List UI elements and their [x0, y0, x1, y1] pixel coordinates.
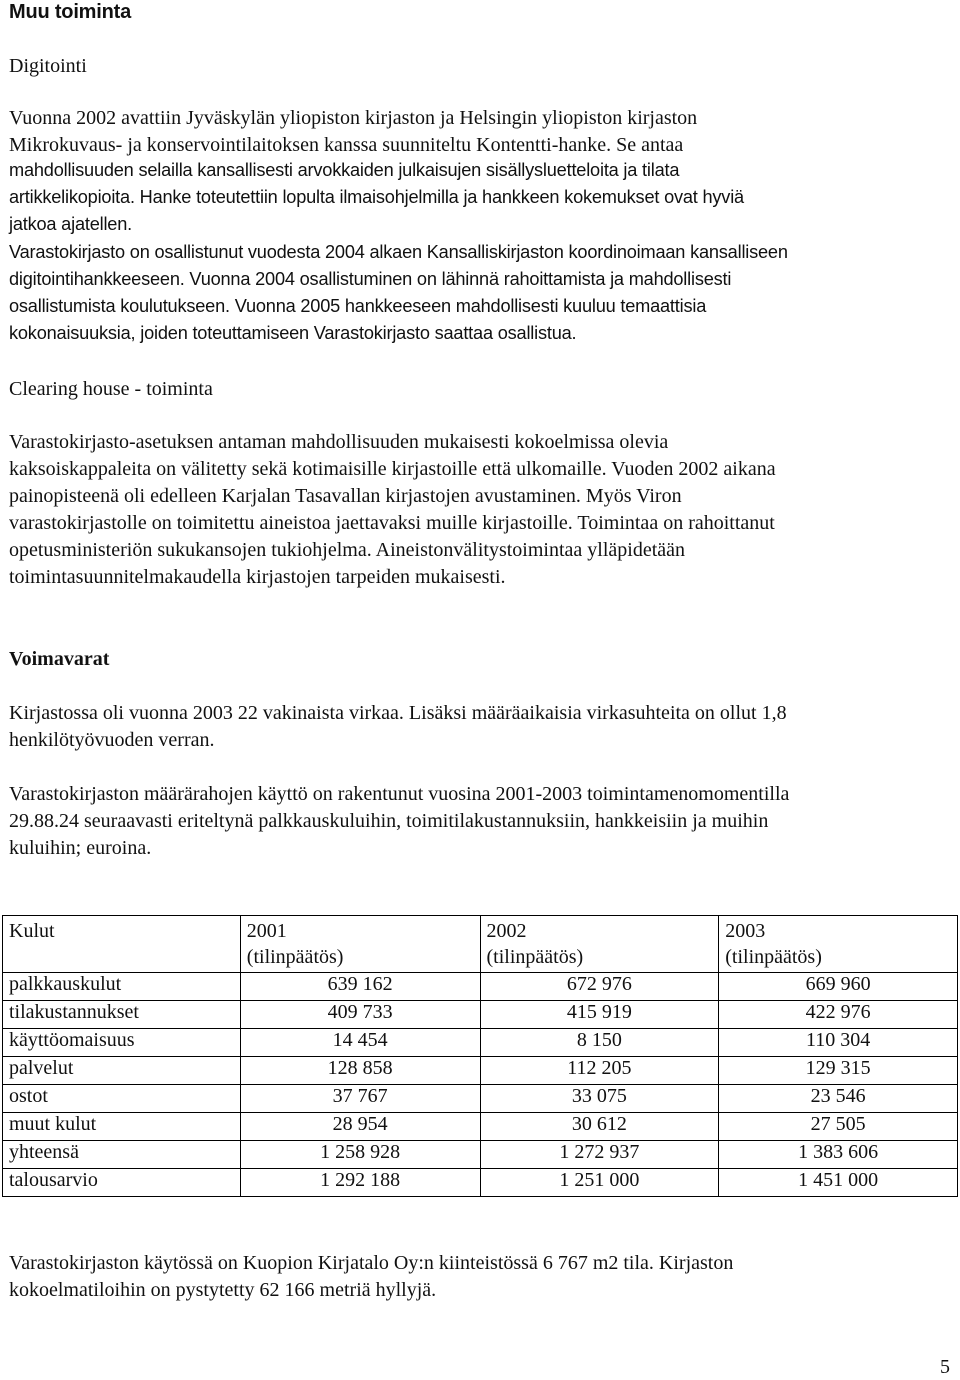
cell-2003: 129 315 — [719, 1057, 958, 1085]
cell-2003: 110 304 — [719, 1029, 958, 1057]
header-note: (tilinpäätös) — [486, 946, 584, 968]
text-line: Kirjastossa oli vuonna 2003 22 vakinaista virkaa. Lisäksi määräaikaisia virkasuhteita on ollut 1,8 — [9, 702, 787, 724]
row-label: käyttöomaisuus — [3, 1029, 241, 1057]
heading-digitointi: Digitointi — [9, 55, 87, 77]
header-year: 2001 — [246, 920, 287, 942]
table-row — [3, 1057, 958, 1085]
row-label: tilakustannukset — [3, 1001, 241, 1029]
text-line: mahdollisuuden selailla kansallisesti arvokkaiden julkaisujen sisällysluetteloita ja tilata — [9, 160, 680, 180]
cell-2002: 8 150 — [480, 1029, 719, 1057]
row-label: talousarvio — [3, 1169, 241, 1197]
cell-2001: 1 292 188 — [240, 1169, 480, 1197]
cell-2001: 639 162 — [240, 973, 480, 1001]
header-2002 — [480, 916, 719, 973]
text-line: Vuonna 2002 avattiin Jyväskylän yliopiston kirjaston ja Helsingin yliopiston kirjaston — [9, 107, 698, 129]
cell-2001: 28 954 — [240, 1113, 480, 1141]
header-kulut — [3, 916, 241, 973]
cell-2002: 112 205 — [480, 1057, 719, 1085]
row-label: palkkauskulut — [3, 973, 241, 1001]
text-line: henkilötyövuoden verran. — [9, 729, 215, 751]
text-line: kokonaisuuksia, joiden toteuttamiseen Varastokirjasto saattaa osallistua. — [9, 323, 577, 343]
cell-2001: 128 858 — [240, 1057, 480, 1085]
header-2001 — [240, 916, 480, 973]
row-label: muut kulut — [3, 1113, 241, 1141]
text-line: painopisteenä oli edelleen Karjalan Tasavallan kirjastojen avustaminen. Myös Viron — [9, 485, 682, 507]
heading-clearing-house: Clearing house - toiminta — [9, 378, 213, 400]
cell-2003: 669 960 — [719, 973, 958, 1001]
heading-voimavarat: Voimavarat — [9, 648, 110, 670]
table-row — [3, 1085, 958, 1113]
text-line: varastokirjastolle on toimitettu aineistoa jaettavaksi muille kirjastoille. Toimintaa on rahoittanut — [9, 512, 775, 534]
text-line: toimintasuunnitelmakaudella kirjastojen tarpeiden mukaisesti. — [9, 566, 506, 588]
text-line: Mikrokuvaus- ja konservointilaitoksen kanssa suunniteltu Kontentti-hanke. Se antaa — [9, 134, 684, 156]
table-row — [3, 1001, 958, 1029]
cell-2002: 30 612 — [480, 1113, 719, 1141]
cell-2002: 1 272 937 — [480, 1141, 719, 1169]
cell-2001: 14 454 — [240, 1029, 480, 1057]
table-row — [3, 1113, 958, 1141]
text-line: jatkoa ajatellen. — [9, 214, 132, 234]
text-line: opetusministeriön sukukansojen tukiohjelma. Aineistonvälitystoimintaa ylläpidetään — [9, 539, 686, 561]
text-line: kuluihin; euroina. — [9, 837, 152, 859]
cell-2001: 409 733 — [240, 1001, 480, 1029]
text-line: Varastokirjaston käytössä on Kuopion Kirjatalo Oy:n kiinteistössä 6 767 m2 tila. Kirjaston — [9, 1252, 734, 1274]
cell-2002: 672 976 — [480, 973, 719, 1001]
text-line: artikkelikopioita. Hanke toteutettiin lopulta ilmaisohjelmilla ja hankkeen kokemukset ovat hyviä — [9, 187, 744, 207]
heading-muu-toiminta: Muu toiminta — [9, 1, 132, 23]
header-note: (tilinpäätös) — [246, 946, 344, 968]
text-line: Varastokirjaston määrärahojen käyttö on rakentunut vuosina 2001-2003 toimintamenomomentilla — [9, 783, 790, 805]
header-year: 2003 — [725, 920, 766, 942]
row-label: palvelut — [3, 1057, 241, 1085]
table-row — [3, 1141, 958, 1169]
header-2003 — [719, 916, 958, 973]
kulut-table — [2, 915, 958, 1197]
text-line: kaksoiskappaleita on välitetty sekä kotimaisille kirjastoille että ulkomaille. Vuoden 2002 aikana — [9, 458, 776, 480]
cell-2003: 422 976 — [719, 1001, 958, 1029]
table-header-row — [3, 916, 958, 973]
table-row — [3, 1169, 958, 1197]
cell-2003: 27 505 — [719, 1113, 958, 1141]
cell-2003: 1 451 000 — [719, 1169, 958, 1197]
text-line: 29.88.24 seuraavasti eriteltynä palkkauskuluihin, toimitilakustannuksiin, hankkeisiin ja muihin — [9, 810, 769, 832]
text-line: osallistumista koulutukseen. Vuonna 2005 hankkeeseen mahdollisesti kuuluu temaattisia — [9, 296, 707, 316]
header-year: 2002 — [486, 920, 527, 942]
cell-2002: 415 919 — [480, 1001, 719, 1029]
text-line: kokoelmatiloihin on pystytetty 62 166 metriä hyllyjä. — [9, 1279, 437, 1301]
table-row — [3, 1029, 958, 1057]
header-note: (tilinpäätös) — [725, 946, 822, 968]
cell-2001: 37 767 — [240, 1085, 480, 1113]
page-number: 5 — [940, 1356, 950, 1378]
cell-2002: 33 075 — [480, 1085, 719, 1113]
cell-2002: 1 251 000 — [480, 1169, 719, 1197]
header-label: Kulut — [9, 920, 55, 942]
cell-2001: 1 258 928 — [240, 1141, 480, 1169]
cell-2003: 23 546 — [719, 1085, 958, 1113]
row-label: yhteensä — [3, 1141, 241, 1169]
cell-2003: 1 383 606 — [719, 1141, 958, 1169]
text-line: digitointihankkeeseen. Vuonna 2004 osallistuminen on lähinnä rahoittamista ja mahdollisesti — [9, 269, 732, 289]
text-line: Varastokirjasto-asetuksen antaman mahdollisuuden mukaisesti kokoelmissa olevia — [9, 431, 669, 453]
text-line: Varastokirjasto on osallistunut vuodesta 2004 alkaen Kansalliskirjaston koordinoimaan kansalliseen — [9, 242, 788, 262]
row-label: ostot — [3, 1085, 241, 1113]
table-row — [3, 973, 958, 1001]
